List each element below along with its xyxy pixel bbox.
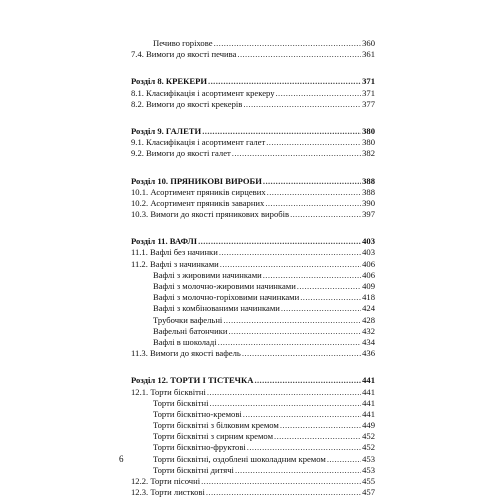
table-of-contents [131, 38, 375, 498]
toc-entry-page: 403 [362, 236, 375, 247]
toc-entry-label: 10.2. Асортимент пряників заварних [131, 197, 265, 208]
dot-leader [201, 476, 361, 487]
toc-entry-page: 441 [362, 408, 375, 419]
toc-entry-page: 428 [362, 314, 375, 325]
dot-leader [242, 348, 361, 359]
toc-entry-label: Торти бісквітні з сирним кремом [153, 431, 274, 442]
toc-entry-page: 388 [362, 186, 375, 197]
toc-entry-label: Вафлі з молочно-горіховими начинками [153, 292, 300, 303]
toc-entry-label: Розділ 9. ГАЛЕТИ [131, 125, 202, 136]
toc-entry [131, 99, 375, 110]
toc-entry-label: Розділ 10. ПРЯНИКОВІ ВИРОБИ [131, 175, 262, 186]
toc-entry [131, 209, 375, 220]
dot-leader [218, 337, 361, 348]
toc-entry-page: 452 [362, 431, 375, 442]
dot-leader [300, 292, 361, 303]
dot-leader [223, 315, 361, 326]
dot-leader [281, 303, 361, 314]
toc-entry-page: 380 [362, 125, 375, 136]
toc-entry-label: 10.3. Вимоги до якості пряникових виробів [131, 209, 290, 220]
toc-entry-label: 11.2. Вафлі з начинками [131, 258, 219, 269]
toc-entry-label: Торти бісквітно-фруктові [153, 442, 246, 453]
dot-leader [207, 387, 361, 398]
toc-section-heading [131, 176, 375, 187]
toc-entry [131, 454, 375, 465]
toc-entry-label: 12.1. Торти бісквітні [131, 386, 206, 397]
toc-entry [131, 431, 375, 442]
toc-entry [131, 259, 375, 270]
dot-leader [263, 270, 361, 281]
toc-entry-page: 361 [362, 49, 375, 60]
toc-entry-page: 453 [362, 453, 375, 464]
toc-entry-label: Вафлі в шоколаді [153, 336, 217, 347]
toc-entry-label: Трубочки вафельні [153, 314, 223, 325]
toc-entry-page: 453 [362, 464, 375, 475]
dot-leader [276, 88, 362, 99]
toc-entry-label: Вафлі з комбінованими начинками [153, 303, 280, 314]
toc-entry-label: 11.1. Вафлі без начинки [131, 247, 218, 258]
toc-entry [131, 398, 375, 409]
toc-entry [131, 292, 375, 303]
toc-entry-page: 388 [362, 175, 375, 186]
dot-leader [235, 465, 361, 476]
toc-entry-label: Торти бісквітні дитячі [153, 464, 234, 475]
toc-entry-page: 434 [362, 336, 375, 347]
toc-entry [131, 442, 375, 453]
toc-entry-page: 403 [362, 247, 375, 258]
dot-leader [327, 454, 361, 465]
toc-entry [131, 137, 375, 148]
toc-entry-page: 406 [362, 258, 375, 269]
toc-entry-page: 390 [362, 197, 375, 208]
toc-section-heading [131, 76, 375, 87]
toc-entry [131, 187, 375, 198]
toc-entry-page: 380 [362, 137, 375, 148]
toc-entry [131, 198, 375, 209]
dot-leader [297, 281, 361, 292]
toc-entry-label: 11.3. Вимоги до якості вафель [131, 348, 241, 359]
toc-entry [131, 420, 375, 431]
dot-leader [202, 126, 361, 137]
dot-leader [280, 420, 361, 431]
toc-entry-page: 360 [362, 38, 375, 48]
toc-entry [131, 387, 375, 398]
toc-entry-label: Розділ 11. ВАФЛІ [131, 236, 198, 247]
dot-leader [267, 187, 361, 198]
toc-entry-label: Розділ 8. КРЕКЕРИ [131, 76, 208, 87]
toc-entry-label: Вафлі з молочно-жировими начинками [153, 281, 296, 291]
dot-leader [243, 99, 361, 110]
toc-entry-label: Торти бісквітні з білковим кремом [153, 420, 279, 431]
dot-leader [206, 487, 361, 498]
toc-entry-page: 377 [362, 98, 375, 109]
dot-leader [266, 137, 361, 148]
toc-entry-label: Торти бісквітні [153, 397, 209, 408]
toc-entry [131, 247, 375, 258]
toc-entry-page: 441 [362, 397, 375, 408]
toc-entry-page: 455 [362, 476, 375, 486]
toc-entry-label: Торти бісквітно-кремові [153, 408, 242, 419]
toc-entry [131, 49, 375, 60]
toc-entry-label: 8.2. Вимоги до якості крекерів [131, 98, 243, 109]
toc-entry [131, 270, 375, 281]
dot-leader [290, 209, 361, 220]
toc-entry-label: 12.3. Торти листкові [131, 487, 205, 498]
toc-entry-page: 449 [362, 420, 375, 431]
toc-entry-label: 9.1. Класифікація і асортимент галет [131, 137, 266, 148]
dot-leader [254, 375, 361, 386]
toc-entry-label: 8.1. Класифікація і асортимент крекеру [131, 87, 275, 98]
toc-entry-label: Печиво горіхове [153, 38, 213, 48]
toc-entry-page: 397 [362, 209, 375, 220]
toc-entry-page: 457 [362, 487, 375, 498]
dot-leader [274, 431, 361, 442]
dot-leader [243, 409, 361, 420]
toc-entry-page: 424 [362, 303, 375, 314]
toc-entry [131, 487, 375, 498]
dot-leader [247, 442, 361, 453]
toc-entry-page: 441 [362, 386, 375, 397]
toc-entry-label: 9.2. Вимоги до якості галет [131, 148, 231, 159]
toc-entry [131, 88, 375, 99]
toc-entry [131, 315, 375, 326]
toc-entry-label: 7.4. Вимоги до якості печива [131, 49, 237, 60]
toc-entry-page: 409 [362, 281, 375, 291]
dot-leader [228, 326, 361, 337]
toc-entry [131, 303, 375, 314]
toc-entry-label: Розділ 12. ТОРТИ І ТІСТЕЧКА [131, 375, 254, 386]
toc-entry-page: 406 [362, 269, 375, 280]
toc-entry-page: 452 [362, 442, 375, 453]
toc-entry-page: 382 [362, 148, 375, 159]
toc-entry [131, 476, 375, 487]
toc-entry-label: Вафельні батончики [153, 325, 228, 336]
dot-leader [263, 176, 361, 187]
toc-entry [131, 348, 375, 359]
dot-leader [237, 49, 361, 60]
dot-leader [265, 198, 361, 209]
toc-entry-page: 371 [362, 87, 375, 98]
toc-entry [131, 281, 375, 292]
toc-entry-page: 418 [362, 292, 375, 303]
dot-leader [214, 38, 362, 49]
toc-entry-page: 432 [362, 325, 375, 336]
toc-entry [131, 148, 375, 159]
toc-entry [131, 337, 375, 348]
toc-entry-page: 441 [362, 375, 375, 386]
toc-section-heading [131, 236, 375, 247]
toc-entry [131, 409, 375, 420]
toc-entry-page: 436 [362, 348, 375, 359]
page-number: 6 [119, 454, 124, 464]
dot-leader [232, 148, 361, 159]
toc-section-heading [131, 375, 375, 386]
toc-entry [131, 326, 375, 337]
dot-leader [198, 236, 361, 247]
dot-leader [220, 259, 361, 270]
toc-section-heading [131, 126, 375, 137]
toc-entry-label: Вафлі з жировими начинками [153, 269, 262, 280]
toc-entry-label: 10.1. Асортимент пряників сирцевих [131, 186, 266, 197]
dot-leader [208, 76, 361, 87]
toc-entry-label: Торти бісквітні, оздоблені шоколадним кремом [153, 453, 326, 464]
toc-entry-label: 12.2. Торти пісочні [131, 476, 201, 486]
dot-leader [219, 247, 361, 258]
toc-entry [131, 38, 375, 49]
dot-leader [210, 398, 362, 409]
toc-entry [131, 465, 375, 476]
toc-entry-page: 371 [362, 76, 375, 87]
